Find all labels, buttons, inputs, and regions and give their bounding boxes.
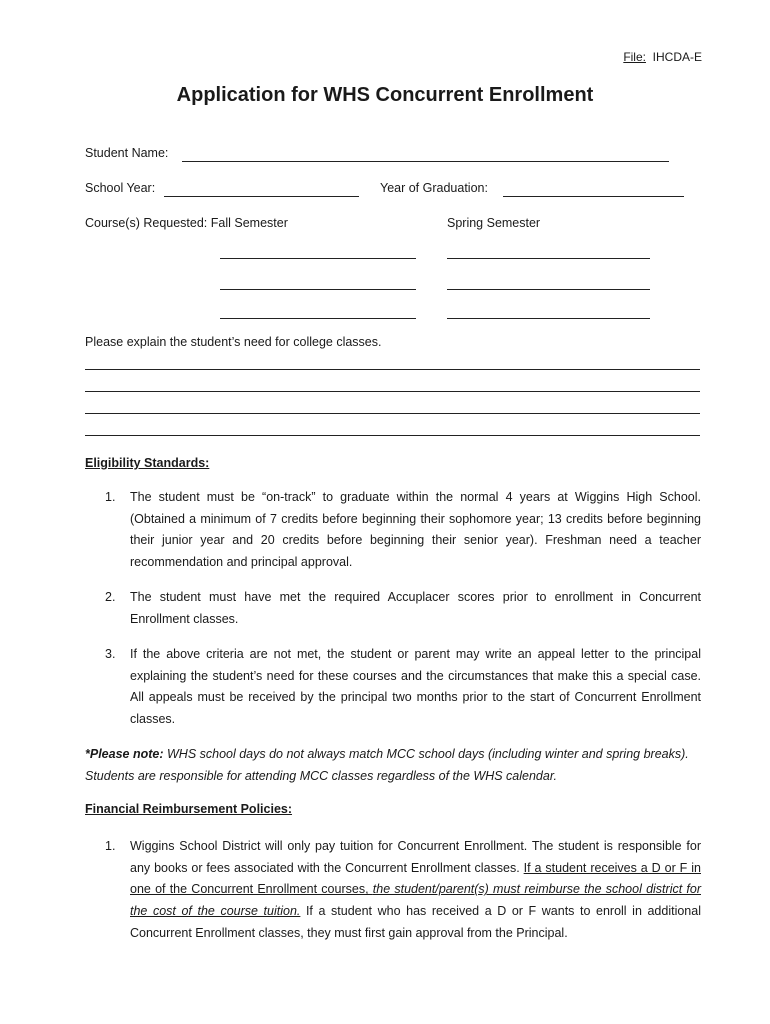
explain-line-3[interactable] bbox=[85, 413, 700, 414]
item-text: The student must be “on-track” to graduate within the normal 4 years at Wiggins High School. (Obtained a minimum of 7 credits before beginning their sophomore year; 13 credits before beginning their junior year and 20 credits before beginning their senior year). Freshman need a teacher recommendation and principal approval. bbox=[130, 490, 701, 570]
item-text bbox=[130, 836, 701, 945]
file-code-line bbox=[623, 50, 702, 64]
school-year-input[interactable] bbox=[164, 196, 359, 197]
explain-line-4[interactable] bbox=[85, 435, 700, 436]
fall-course-input-3[interactable] bbox=[220, 318, 416, 319]
spring-course-input-2[interactable] bbox=[447, 289, 650, 290]
graduation-year-label: Year of Graduation: bbox=[380, 181, 488, 195]
fall-course-input-1[interactable] bbox=[220, 258, 416, 259]
file-label: File: bbox=[623, 50, 646, 64]
explain-need-label: Please explain the student’s need for college classes. bbox=[85, 335, 382, 349]
financial-heading: Financial Reimbursement Policies: bbox=[85, 802, 293, 816]
note-label: *Please note: bbox=[85, 747, 164, 761]
graduation-year-input[interactable] bbox=[503, 196, 684, 197]
explain-line-1[interactable] bbox=[85, 369, 700, 370]
eligibility-heading: Eligibility Standards: bbox=[85, 456, 210, 470]
student-name-input[interactable] bbox=[182, 161, 669, 162]
please-note bbox=[85, 744, 701, 787]
policy-text-1: Wiggins School District will only pay tuition for Concurrent Enrollment. The student is responsible for any books or fees associated with the Concurrent Enrollment classes. bbox=[130, 839, 701, 875]
policy-text-4: If a student who has received a D or F wants to enroll in additional Concurrent Enrollment classes, they must first gain approval from the Principal. bbox=[130, 904, 701, 940]
spring-semester-label: Spring Semester bbox=[447, 216, 541, 230]
spring-course-input-3[interactable] bbox=[447, 318, 650, 319]
courses-requested-label: Course(s) Requested: Fall Semester bbox=[85, 216, 288, 230]
item-text: The student must have met the required Accuplacer scores prior to enrollment in Concurrent Enrollment classes. bbox=[130, 590, 701, 626]
policy-text-2: If a student receives a D or F in one of the Concurrent Enrollment courses, bbox=[130, 860, 701, 897]
file-code: IHCDA-E bbox=[652, 50, 702, 64]
eligibility-item bbox=[105, 587, 701, 631]
item-text: If the above criteria are not met, the student or parent may write an appeal letter to the principal explaining the student’s need for these courses and the circumstances that make this a special case. All appeals must be received by the principal two months prior to the start of Concurrent Enrollment classes. bbox=[130, 647, 701, 727]
financial-item bbox=[105, 836, 701, 968]
item-number: 1. bbox=[105, 490, 116, 504]
spring-course-input-1[interactable] bbox=[447, 258, 650, 259]
eligibility-item bbox=[105, 487, 701, 575]
note-text: WHS school days do not always match MCC school days (including winter and spring breaks). Students are responsible for attending MCC classes regardless of the WHS calendar. bbox=[85, 747, 689, 783]
school-year-label: School Year: bbox=[85, 181, 156, 195]
item-number: 1. bbox=[105, 839, 116, 853]
policy-text-3: the student/parent(s) must reimburse the school district for the cost of the course tuition. bbox=[130, 882, 701, 919]
explain-line-2[interactable] bbox=[85, 391, 700, 392]
student-name-label: Student Name: bbox=[85, 146, 169, 160]
page-title: Application for WHS Concurrent Enrollment bbox=[176, 84, 594, 106]
eligibility-item bbox=[105, 644, 701, 732]
item-number: 2. bbox=[105, 590, 116, 604]
fall-course-input-2[interactable] bbox=[220, 289, 416, 290]
item-number: 3. bbox=[105, 647, 116, 661]
